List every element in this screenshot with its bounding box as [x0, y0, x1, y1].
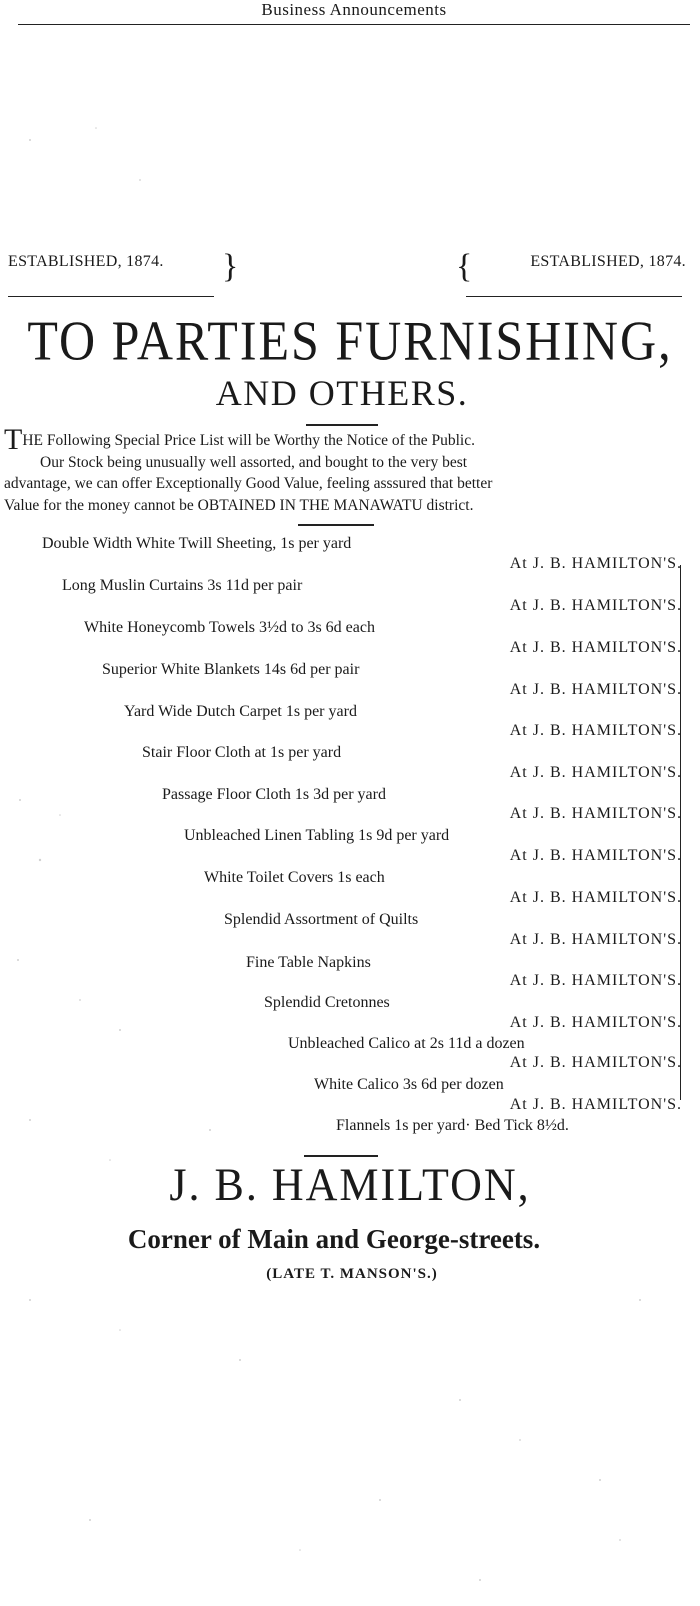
- intro-line-4: Value for the money cannot be OBTAINED IN THE MANAWATU district.: [4, 496, 474, 514]
- price-item-15: Flannels 1s per yard· Bed Tick 8½d.: [336, 1117, 569, 1134]
- rule-right: [466, 296, 682, 297]
- intro-line-1: [4, 423, 680, 456]
- price-item-9: White Toilet Covers 1s each: [204, 869, 385, 886]
- intro-line-2: Our Stock being unusually well assorted, and bought to the very best: [40, 453, 468, 471]
- drop-cap: T: [4, 423, 23, 456]
- price-item-9-at: At J. B. HAMILTON'S.: [509, 889, 682, 906]
- merchant-name: J. B. HAMILTON,: [169, 1159, 531, 1211]
- price-item-4: Superior White Blankets 14s 6d per pair: [102, 661, 360, 678]
- column-rule: [680, 565, 681, 1100]
- price-item-5: Yard Wide Dutch Carpet 1s per yard: [124, 703, 357, 720]
- price-item-4-at: At J. B. HAMILTON'S.: [509, 681, 682, 698]
- price-item-12: Splendid Cretonnes: [264, 994, 390, 1011]
- merchant-former: (LATE T. MANSON'S.): [266, 1266, 438, 1282]
- divider-rule: [304, 1155, 378, 1157]
- established-left: ESTABLISHED, 1874.: [8, 253, 164, 270]
- price-item-10-at: At J. B. HAMILTON'S.: [509, 931, 682, 948]
- merchant-address: Corner of Main and George-streets.: [127, 1224, 541, 1254]
- price-item-14-at: At J. B. HAMILTON'S.: [509, 1096, 682, 1113]
- intro-text-1: HE Following Special Price List will be Worthy the Notice of the Public.: [22, 432, 475, 449]
- price-item-3-at: At J. B. HAMILTON'S.: [509, 639, 682, 656]
- brace-right-curly: }: [222, 248, 239, 285]
- divider-rule: [298, 524, 374, 526]
- price-item-7-at: At J. B. HAMILTON'S.: [509, 805, 682, 822]
- rule-left: [8, 296, 214, 297]
- price-item-5-at: At J. B. HAMILTON'S.: [509, 722, 682, 739]
- price-item-11: Fine Table Napkins: [246, 954, 371, 971]
- price-item-11-at: At J. B. HAMILTON'S.: [509, 972, 682, 989]
- brace-left-curly: {: [456, 248, 473, 285]
- price-item-3: White Honeycomb Towels 3½d to 3s 6d each: [84, 619, 375, 636]
- price-item-8: Unbleached Linen Tabling 1s 9d per yard: [184, 827, 450, 844]
- price-item-1-at: At J. B. HAMILTON'S.: [509, 555, 682, 572]
- price-item-13-at: At J. B. HAMILTON'S.: [509, 1054, 682, 1071]
- price-item-2: Long Muslin Curtains 3s 11d per pair: [62, 577, 303, 594]
- intro-line-3: advantage, we can offer Exceptionally Good Value, feeling asssured that better: [4, 475, 493, 492]
- price-item-7: Passage Floor Cloth 1s 3d per yard: [162, 786, 386, 803]
- intro-paragraph: [4, 423, 680, 516]
- price-item-6-at: At J. B. HAMILTON'S.: [509, 764, 682, 781]
- price-item-8-at: At J. B. HAMILTON'S.: [509, 847, 682, 864]
- price-item-6: Stair Floor Cloth at 1s per yard: [142, 744, 342, 761]
- price-item-2-at: At J. B. HAMILTON'S.: [509, 597, 682, 614]
- price-item-13: Unbleached Calico at 2s 11d a dozen: [288, 1035, 525, 1052]
- price-item-10: Splendid Assortment of Quilts: [224, 911, 419, 928]
- price-item-14: White Calico 3s 6d per dozen: [314, 1076, 504, 1093]
- price-item-1: Double Width White Twill Sheeting, 1s per yard: [42, 535, 352, 552]
- section-header: Business Announcements: [18, 0, 690, 25]
- headline-line-2: AND OTHERS.: [215, 373, 469, 413]
- headline-line-1: TO PARTIES FURNISHING,: [27, 309, 673, 372]
- divider-rule: [306, 424, 378, 426]
- price-item-12-at: At J. B. HAMILTON'S.: [509, 1014, 682, 1031]
- established-right: ESTABLISHED, 1874.: [530, 253, 686, 270]
